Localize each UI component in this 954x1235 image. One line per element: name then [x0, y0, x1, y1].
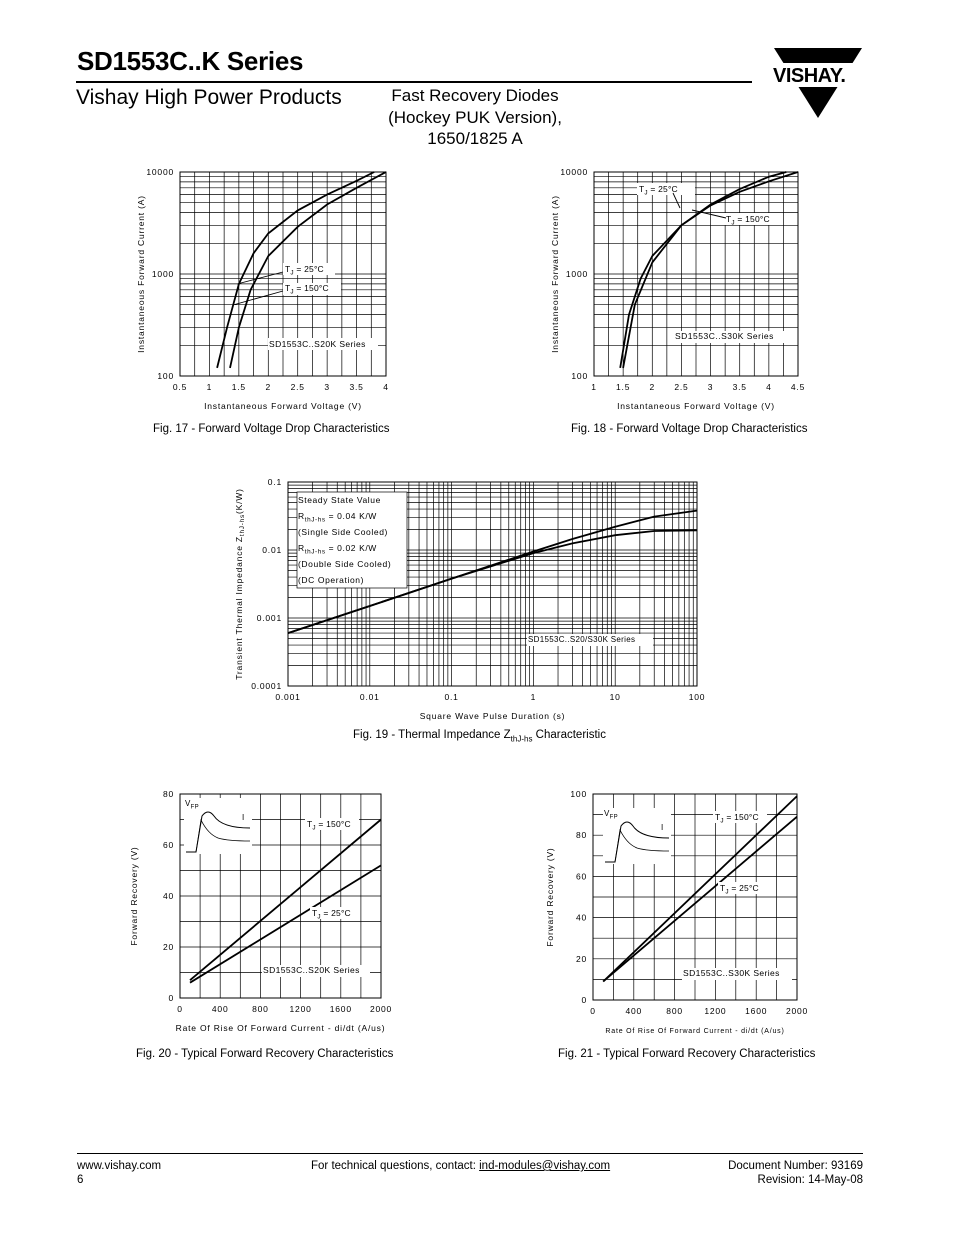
x-tick-label-part: 1.5: [231, 382, 246, 392]
annotation-tj-25-subscript: J: [317, 913, 321, 921]
fig20-inset-i-label: [242, 813, 245, 822]
x-tick-label: [212, 1004, 229, 1014]
fig18-forward-voltage-chart: [540, 160, 830, 422]
annotation-tj-25-part: T: [285, 264, 291, 274]
y-axis-label: [545, 847, 555, 946]
x-tick-label: [383, 382, 389, 392]
x-axis-label-part: Rate Of Rise Of Forward Current - di/dt (A/us): [605, 1028, 785, 1035]
product-desc-line: 1650/1825 A: [427, 129, 523, 148]
x-tick-label: [290, 1004, 312, 1014]
annotation-leader: [233, 291, 283, 305]
x-tick-label-part: 2: [649, 382, 656, 392]
annotation-tj-25-part: = 25°C: [647, 184, 678, 194]
legend-line-part: = 0.04 K/W: [325, 511, 377, 521]
annotation-tj-25-part: T: [639, 184, 645, 194]
x-tick-label-part: 0.5: [172, 382, 188, 392]
x-tick-label: [349, 382, 363, 392]
fig20-forward-recovery-chart: [120, 780, 410, 1040]
annotation-tj-25-subscript: J: [725, 888, 729, 896]
y-tick-label: [560, 167, 588, 177]
annotation-tj-150-part: T: [715, 812, 721, 822]
y-tick-label-part: 20: [162, 942, 174, 952]
x-tick-label: [291, 382, 305, 392]
x-tick-label: [650, 382, 656, 392]
y-axis-label-part: Instantaneous Forward Current (A): [136, 195, 146, 353]
document-subtitle: Vishay High Power Products: [76, 86, 342, 109]
y-tick-label-part: 40: [575, 912, 587, 923]
x-tick-label: [766, 382, 772, 392]
product-desc-line: (Hockey PUK Version),: [388, 107, 562, 127]
fig21-inset-vfp-label-subscript: FP: [609, 814, 618, 821]
annotation-tj-25-subscript: J: [290, 269, 294, 277]
x-tick-label-part: 4.5: [790, 382, 806, 392]
annotation-leader: [673, 193, 680, 208]
x-tick-label-part: 2000: [785, 1006, 809, 1016]
annotation-tj-150-subscript: J: [731, 219, 735, 227]
series-label: [683, 968, 780, 978]
y-tick-label-part: 0.0001: [251, 681, 282, 691]
fig18-caption: Fig. 18 - Forward Voltage Drop Characteristics: [571, 423, 808, 435]
fig20-caption: Fig. 20 - Typical Forward Recovery Characteristics: [136, 1048, 394, 1060]
y-tick-label-part: 0: [581, 995, 587, 1005]
y-tick-label: [157, 371, 174, 381]
x-tick-label-part: 0: [590, 1006, 596, 1016]
x-tick-label-part: 2: [265, 382, 272, 392]
series-label: [675, 331, 774, 341]
annotation-tj-25-subscript: J: [644, 189, 648, 197]
y-tick-label: [570, 789, 587, 799]
x-tick-label: [177, 1004, 183, 1014]
x-tick-label: [689, 692, 706, 702]
annotation-tj-150-subscript: J: [290, 288, 294, 296]
y-tick-label-part: 100: [571, 371, 588, 381]
series-label-part: SD1553C..S30K Series: [683, 968, 780, 978]
y-axis-label-part: Instantaneous Forward Current (A): [550, 195, 560, 353]
x-tick-label-part: 0: [177, 1004, 183, 1014]
x-tick-label: [674, 382, 688, 392]
legend-line-part: (DC Operation): [298, 575, 365, 585]
x-tick-label: [666, 1006, 683, 1016]
annotation-tj-25-part: T: [720, 883, 726, 893]
fig20-inset-vfp-label-part: V: [185, 799, 191, 808]
footer-contact-email-link[interactable]: ind-modules@vishay.com: [479, 1160, 611, 1172]
y-tick-label-part: 80: [575, 830, 587, 841]
y-axis-label-part: Forward Recovery (V): [129, 846, 139, 946]
fig21-forward-recovery-chart: [535, 780, 825, 1040]
x-tick-label: [610, 692, 621, 702]
x-tick-label-part: 2.5: [674, 382, 689, 392]
y-axis-label: [550, 195, 560, 353]
y-tick-label: [576, 913, 587, 923]
x-tick-label: [370, 1004, 392, 1014]
y-tick-label-part: 20: [575, 953, 587, 964]
y-axis-label-subscript: thJ-hs: [239, 513, 246, 537]
fig20-inset-vfp-label-subscript: FP: [190, 804, 199, 811]
y-tick-label-part: 0.01: [262, 545, 282, 555]
y-tick-label-part: 100: [157, 371, 174, 381]
x-axis-label: [176, 1023, 386, 1033]
legend-line-part: Steady State Value: [298, 495, 381, 505]
annotation-tj-150-subscript: J: [312, 824, 316, 832]
x-tick-label-part: 1600: [329, 1004, 352, 1014]
x-tick-label-part: 800: [666, 1006, 683, 1016]
y-axis-label: [136, 195, 146, 353]
annotation-tj-150-part: = 150°C: [293, 283, 329, 293]
y-tick-label-part: 10000: [560, 167, 588, 177]
y-tick-label: [576, 954, 587, 964]
fig19-caption-subscript: thJ-hs: [510, 734, 533, 744]
title-rule: [76, 81, 752, 83]
y-tick-label: [268, 477, 282, 487]
y-tick-label: [257, 613, 282, 623]
y-tick-label: [163, 840, 174, 850]
x-tick-label: [232, 382, 246, 392]
x-tick-label-part: 0.001: [275, 692, 301, 702]
footer-revision: Revision: 14-May-08: [757, 1174, 863, 1186]
y-tick-label: [262, 545, 282, 555]
document-title: SD1553C..K Series: [77, 46, 304, 76]
x-tick-label: [275, 692, 300, 702]
legend-line-part: (Single Side Cooled): [298, 527, 388, 537]
footer-document-number: Document Number: 93169: [728, 1160, 863, 1172]
y-tick-label-part: 40: [162, 891, 174, 901]
x-tick-label: [616, 382, 630, 392]
legend-line: [298, 527, 388, 537]
footer-contact: [311, 1160, 610, 1172]
x-tick-label-part: 0.01: [359, 692, 380, 702]
fig19-thermal-impedance-chart: [225, 470, 725, 726]
x-tick-label-part: 3.5: [349, 382, 364, 392]
footer-website[interactable]: www.vishay.com: [77, 1160, 162, 1172]
x-tick-label-part: 1600: [745, 1006, 768, 1016]
product-desc-line: Fast Recovery Diodes: [391, 86, 559, 105]
x-tick-label-part: 4: [383, 382, 389, 392]
y-axis-label: [129, 846, 139, 945]
legend-line: [298, 559, 391, 569]
x-axis-label: [617, 401, 775, 411]
fig21-caption: Fig. 21 - Typical Forward Recovery Characteristics: [558, 1048, 816, 1060]
x-tick-label-part: 1: [530, 692, 537, 702]
x-tick-label-part: 1: [206, 382, 213, 392]
x-axis-label: [420, 711, 566, 721]
x-tick-label: [173, 382, 187, 392]
y-tick-label-part: 60: [575, 871, 587, 882]
x-tick-label-part: 1200: [289, 1004, 312, 1014]
x-tick-label: [590, 1006, 596, 1016]
x-tick-label: [266, 382, 272, 392]
y-tick-label-part: 10000: [146, 167, 174, 177]
legend-line: [298, 495, 381, 505]
y-tick-label: [152, 269, 174, 279]
y-tick-label: [571, 371, 588, 381]
x-tick-label: [531, 692, 537, 702]
x-tick-label: [324, 382, 330, 392]
x-tick-label: [207, 382, 213, 392]
vishay-logo-text: VISHAY.: [773, 65, 846, 87]
y-tick-label-part: 60: [162, 840, 174, 850]
series-label-part: SD1553C..S30K Series: [675, 331, 774, 341]
y-tick-label-part: 0: [168, 993, 174, 1003]
x-tick-label-part: 3: [324, 382, 330, 392]
x-axis-label: [605, 1028, 784, 1035]
legend-line-subscript: thJ-hs: [304, 548, 326, 556]
vishay-logo: [770, 44, 866, 120]
legend-line-part: R: [298, 511, 305, 521]
y-tick-label: [163, 891, 174, 901]
annotation-tj-25-part: = 25°C: [293, 264, 324, 274]
x-tick-label: [786, 1006, 808, 1016]
series-label: [269, 339, 366, 349]
y-tick-label: [576, 871, 587, 881]
y-tick-label-part: 80: [162, 789, 174, 799]
annotation-tj-25-part: T: [312, 908, 318, 918]
x-tick-label-part: 0.1: [444, 692, 459, 702]
label-background: [297, 492, 407, 588]
x-tick-label-part: 10: [609, 692, 621, 702]
x-tick-label: [591, 382, 597, 392]
footer-page-number: 6: [77, 1174, 84, 1186]
fig21-inset-vfp-label-part: V: [604, 809, 610, 818]
y-tick-label: [576, 830, 587, 840]
series-label-part: SD1553C..S20K Series: [263, 965, 360, 975]
x-tick-label: [626, 1006, 643, 1016]
x-tick-label-part: 2.5: [290, 382, 305, 392]
annotation-tj-25-part: = 25°C: [728, 883, 759, 893]
x-tick-label: [733, 382, 747, 392]
fig17-caption: Fig. 17 - Forward Voltage Drop Characteristics: [153, 423, 390, 435]
fig17-forward-voltage-chart: [120, 160, 410, 422]
x-tick-label: [745, 1006, 767, 1016]
x-axis-label: [204, 401, 362, 411]
x-tick-label-part: 1: [591, 382, 597, 392]
y-tick-label: [168, 993, 174, 1003]
annotation-tj-150-part: T: [307, 819, 313, 829]
x-tick-label: [444, 692, 458, 702]
annotation-tj-25-part: = 25°C: [320, 908, 351, 918]
legend-line-subscript: thJ-hs: [304, 516, 326, 524]
x-axis-label-part: Square Wave Pulse Duration (s): [419, 711, 566, 721]
footer-contact-text: For technical questions, contact:: [311, 1160, 480, 1172]
annotation-tj-150-part: = 150°C: [734, 214, 770, 224]
x-tick-label-part: 3: [707, 382, 714, 392]
x-tick-label-part: 800: [252, 1004, 269, 1014]
x-axis-label-part: Instantaneous Forward Voltage (V): [204, 401, 362, 411]
y-tick-label-part: 100: [570, 789, 587, 799]
x-tick-label: [708, 382, 714, 392]
x-tick-label-part: 2000: [369, 1004, 393, 1014]
series-label: [263, 965, 360, 975]
annotation-tj-150-part: = 150°C: [723, 812, 759, 822]
fig19-caption: [353, 729, 606, 743]
legend-line-part: = 0.02 K/W: [325, 543, 377, 553]
series-label: [528, 635, 635, 644]
y-axis-label-part: (K/W): [234, 488, 244, 514]
x-tick-label: [791, 382, 805, 392]
legend-line: [298, 575, 364, 585]
fig19-caption-text: Fig. 19 - Thermal Impedance Z: [353, 729, 511, 741]
fig20-inset-i-label-part: I: [242, 813, 246, 822]
series-label-part: SD1553C..S20K Series: [269, 339, 366, 349]
series-label-part: SD1553C..S20/S30K Series: [528, 635, 636, 644]
y-axis-label: [234, 488, 246, 680]
x-axis-label-part: Rate Of Rise Of Forward Current - di/dt (A/us): [175, 1023, 386, 1033]
y-tick-label-part: 0.1: [267, 477, 282, 487]
y-tick-label: [581, 995, 587, 1005]
y-tick-label: [163, 942, 174, 952]
y-axis-label-part: Transient Thermal Impedance Z: [234, 536, 244, 680]
footer-rule: [77, 1153, 863, 1154]
annotation-tj-150-part: = 150°C: [315, 819, 351, 829]
x-tick-label: [360, 692, 380, 702]
x-tick-label-part: 3.5: [732, 382, 747, 392]
y-tick-label-part: 0.001: [256, 613, 282, 623]
legend-line-part: (Double Side Cooled): [298, 559, 392, 569]
x-axis-label-part: Instantaneous Forward Voltage (V): [617, 401, 775, 411]
x-tick-label-part: 1200: [704, 1006, 727, 1016]
x-tick-label-part: 1.5: [616, 382, 631, 392]
product-description: [360, 85, 590, 150]
fig19-caption-text-end: Characteristic: [532, 729, 606, 741]
x-tick-label: [704, 1006, 726, 1016]
x-tick-label: [330, 1004, 352, 1014]
y-tick-label: [566, 269, 588, 279]
legend-line-part: R: [298, 543, 305, 553]
fig21-inset-i-label: [661, 823, 664, 832]
y-tick-label-part: 1000: [151, 269, 174, 279]
y-tick-label: [163, 789, 174, 799]
x-tick-label-part: 400: [211, 1004, 229, 1014]
y-axis-label-part: Forward Recovery (V): [545, 847, 555, 947]
y-tick-label-part: 1000: [565, 269, 588, 279]
x-tick-label-part: 4: [766, 382, 772, 392]
y-tick-label: [251, 681, 282, 691]
x-tick-label-part: 400: [625, 1006, 643, 1016]
x-tick-label: [252, 1004, 269, 1014]
annotation-tj-150-part: T: [726, 214, 732, 224]
annotation-tj-150-subscript: J: [720, 817, 724, 825]
x-tick-label-part: 100: [688, 692, 706, 702]
annotation-tj-150-part: T: [285, 283, 291, 293]
y-tick-label: [146, 167, 174, 177]
fig21-inset-i-label-part: I: [661, 823, 665, 832]
